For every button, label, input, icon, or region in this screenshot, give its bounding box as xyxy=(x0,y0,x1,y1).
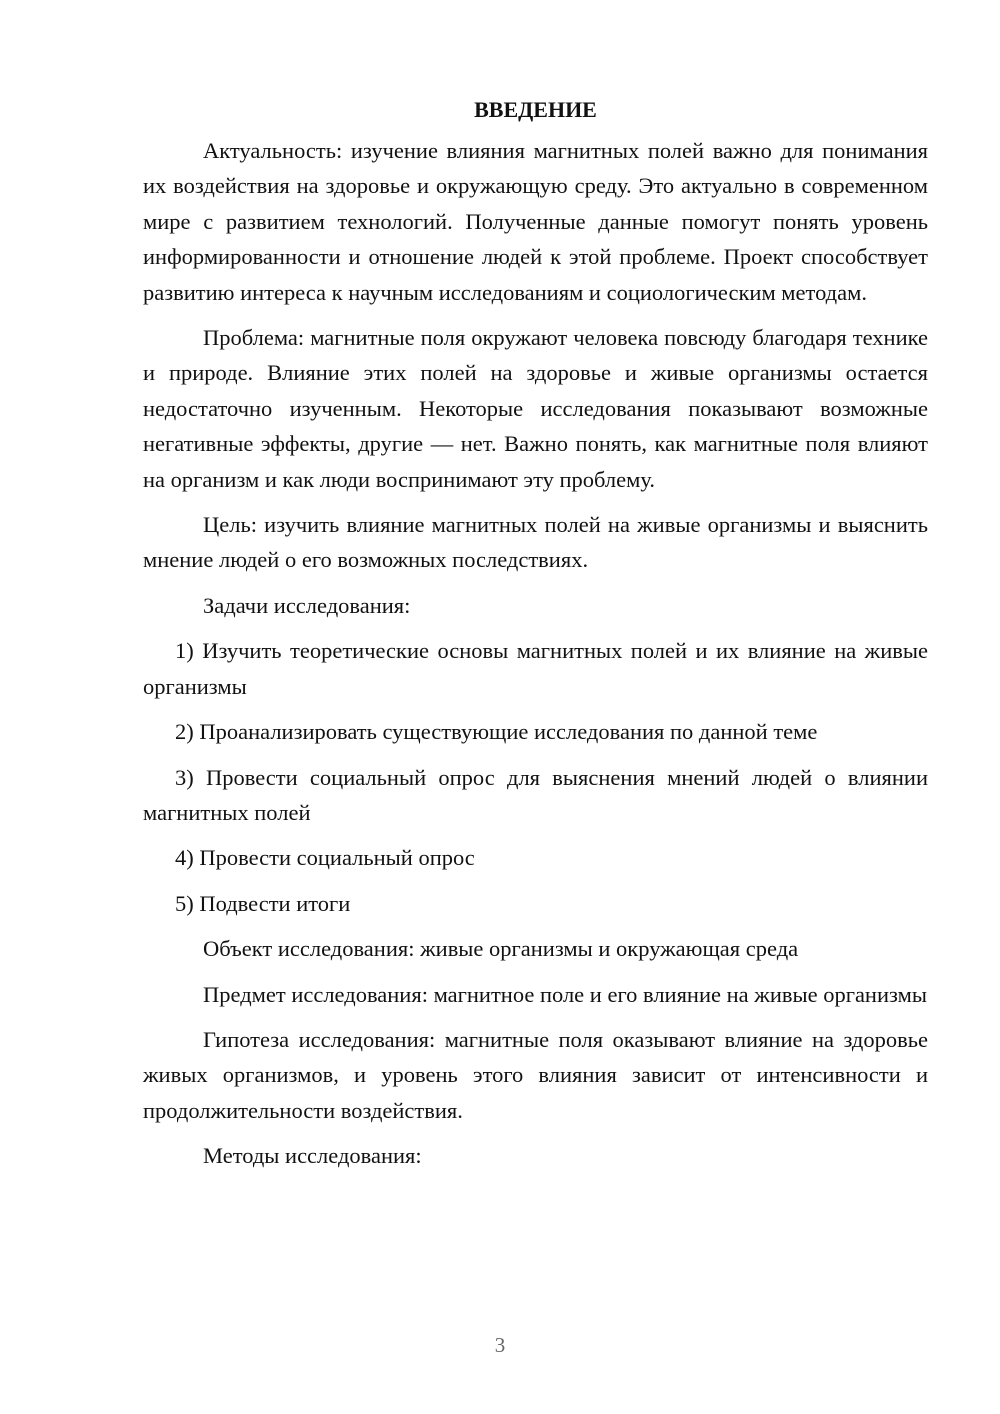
document-page xyxy=(143,92,928,1184)
paragraph-subject: Предмет исследования: магнитное поле и его влияние на живые организмы xyxy=(203,981,927,1007)
page-number: 3 xyxy=(494,1333,506,1357)
task-item-4: 4) Провести социальный опрос xyxy=(175,845,475,871)
paragraph-hypothesis: Гипотеза исследования: магнитные поля оказывают влияние на здоровье живых организмов, и уровень этого влияния зависит от интенсивности и продолжительности воздействия. xyxy=(143,1026,928,1123)
task-item-3: 3) Провести социальный опрос для выяснения мнений людей о влиянии магнитных полей xyxy=(143,764,928,825)
task-item-5: 5) Подвести итоги xyxy=(175,890,351,916)
task-item-2: 2) Проанализировать существующие исследования по данной теме xyxy=(175,719,818,745)
paragraph-object: Объект исследования: живые организмы и окружающая среда xyxy=(203,936,799,962)
paragraph-relevance: Актуальность: изучение влияния магнитных полей важно для понимания их воздействия на здоровье и окружающую среду. Это актуально в современном мире с развитием технологий. Полученные данные помогут понять уровень информированности и отношение людей к этой проблеме. Проект способствует развитию интереса к научным исследованиям и социологическим методам. xyxy=(143,138,928,305)
task-item-1: 1) Изучить теоретические основы магнитных полей и их влияние на живые организмы xyxy=(143,638,928,699)
paragraph-goal: Цель: изучить влияние магнитных полей на живые организмы и выяснить мнение людей о его возможных последствиях. xyxy=(143,512,928,573)
paragraph-problem: Проблема: магнитные поля окружают человека повсюду благодаря технике и природе. Влияние этих полей на здоровье и живые организмы остается недостаточно изученным. Некоторые исследования показывают возможные негативные эффекты, другие — нет. Важно понять, как магнитные поля влияют на организм и как люди воспринимают эту проблему. xyxy=(143,325,928,492)
page-title: ВВЕДЕНИЕ xyxy=(474,97,597,122)
paragraph-tasks-heading: Задачи исследования: xyxy=(203,592,411,618)
paragraph-methods: Методы исследования: xyxy=(203,1143,422,1169)
